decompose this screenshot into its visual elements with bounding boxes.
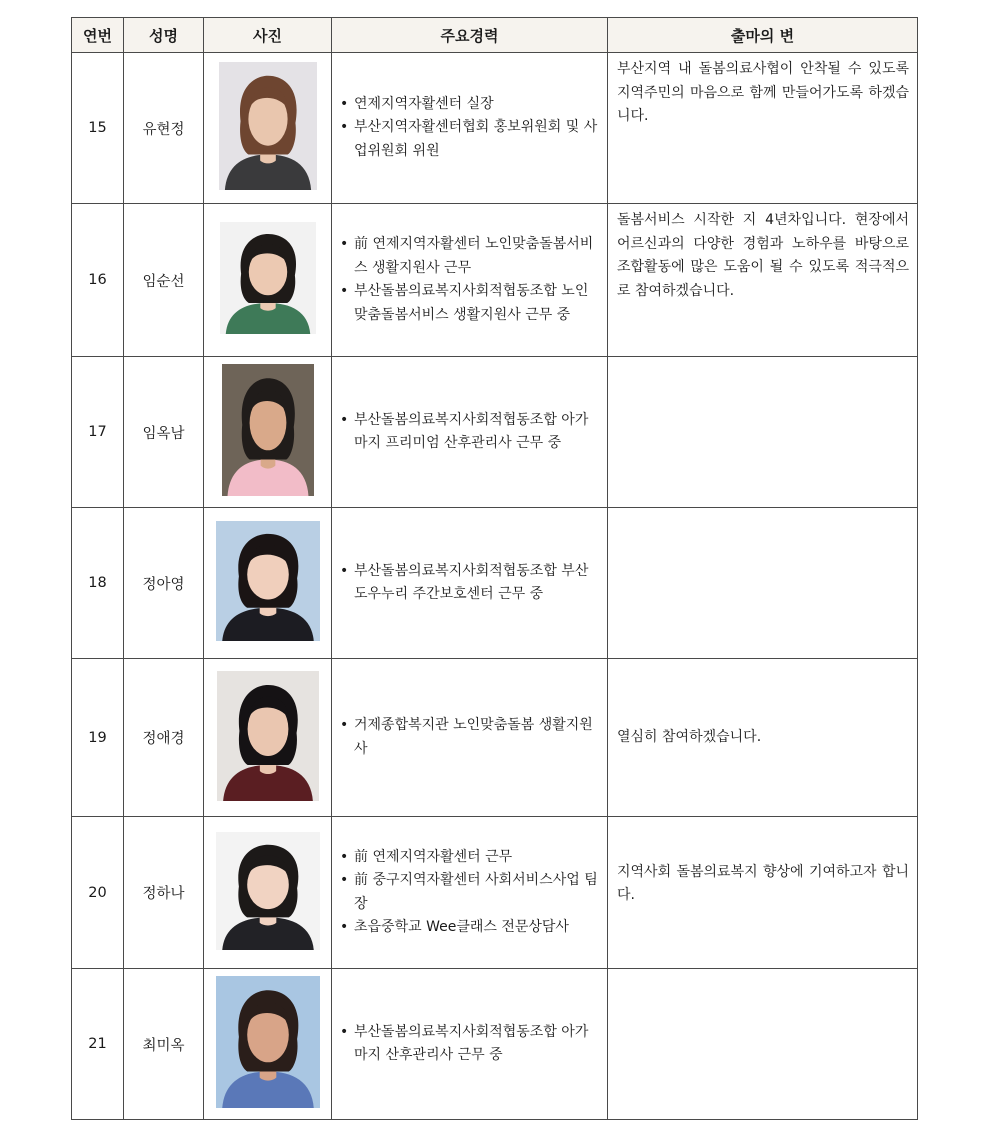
header-row	[72, 18, 918, 53]
header-career: 주요경력	[332, 18, 608, 53]
candidate-name: 유현정	[124, 53, 204, 204]
candidate-row	[72, 204, 918, 357]
career-list	[338, 1021, 601, 1068]
career-list	[338, 409, 601, 456]
header-photo: 사진	[204, 18, 332, 53]
career-item: • 부산돌봄의료복지사회적협동조합 노인맞춤돌봄서비스 생활지원사 근무 중	[338, 280, 601, 327]
candidate-photo	[217, 671, 319, 801]
candidate-name: 최미옥	[124, 969, 204, 1120]
career-item: • 前 중구지역자활센터 사회서비스사업 팀장	[338, 869, 601, 916]
career-list	[338, 560, 601, 607]
career-item: • 부산돌봄의료복지사회적협동조합 부산도우누리 주간보호센터 근무 중	[338, 560, 601, 607]
career-item: • 거제종합복지관 노인맞춤돌봄 생활지원사	[338, 714, 601, 761]
career-item: • 부산돌봄의료복지사회적협동조합 아가마지 프리미엄 산후관리사 근무 중	[338, 409, 601, 456]
candidate-name: 임옥남	[124, 357, 204, 508]
career-cell	[332, 817, 608, 969]
career-cell	[332, 508, 608, 659]
candidate-photo-cell	[204, 53, 332, 204]
candidate-number: 15	[72, 53, 124, 204]
candidate-number: 17	[72, 357, 124, 508]
pledge-text: 돌봄서비스 시작한 지 4년차입니다. 현장에서 어르신과의 다양한 경험과 노하우를 바탕으로 조합활동에 많은 도움이 될 수 있도록 적극적으로 참여하겠습니다.	[608, 204, 918, 357]
candidate-name: 정아영	[124, 508, 204, 659]
career-cell	[332, 357, 608, 508]
candidate-photo	[220, 222, 316, 334]
career-cell	[332, 204, 608, 357]
candidate-photo-cell	[204, 659, 332, 817]
candidate-photo	[216, 832, 320, 950]
career-list	[338, 233, 601, 327]
pledge-text: 부산지역 내 돌봄의료사협이 안착될 수 있도록 지역주민의 마음으로 함께 만들어가도록 하겠습니다.	[608, 53, 918, 204]
candidate-number: 21	[72, 969, 124, 1120]
candidate-photo-cell	[204, 969, 332, 1120]
candidate-photo-cell	[204, 357, 332, 508]
candidate-row	[72, 508, 918, 659]
candidate-photo-cell	[204, 204, 332, 357]
pledge-text	[608, 969, 918, 1120]
pledge-text	[608, 357, 918, 508]
header-num: 연번	[72, 18, 124, 53]
pledge-text	[608, 508, 918, 659]
career-item: • 초읍중학교 Wee클래스 전문상담사	[338, 916, 601, 940]
candidate-name: 정애경	[124, 659, 204, 817]
career-item: • 前 연제지역자활센터 근무	[338, 846, 601, 870]
candidate-number: 18	[72, 508, 124, 659]
candidate-name: 정하나	[124, 817, 204, 969]
career-item: • 前 연제지역자활센터 노인맞춤돌봄서비스 생활지원사 근무	[338, 233, 601, 280]
candidate-number: 20	[72, 817, 124, 969]
candidate-row	[72, 659, 918, 817]
candidate-row	[72, 53, 918, 204]
candidate-name: 임순선	[124, 204, 204, 357]
candidate-photo	[222, 364, 314, 496]
career-item: • 부산지역자활센터협회 홍보위원회 및 사업위원회 위원	[338, 116, 601, 163]
candidate-row	[72, 817, 918, 969]
candidate-photo	[219, 62, 317, 190]
career-list	[338, 846, 601, 940]
candidate-number: 16	[72, 204, 124, 357]
pledge-text: 지역사회 돌봄의료복지 향상에 기여하고자 합니다.	[608, 817, 918, 969]
candidate-row	[72, 969, 918, 1120]
candidate-number: 19	[72, 659, 124, 817]
career-item: • 부산돌봄의료복지사회적협동조합 아가마지 산후관리사 근무 중	[338, 1021, 601, 1068]
candidate-photo-cell	[204, 508, 332, 659]
career-cell	[332, 659, 608, 817]
candidate-photo	[216, 976, 320, 1108]
career-cell	[332, 53, 608, 204]
career-item: • 연제지역자활센터 실장	[338, 93, 601, 117]
candidate-table	[71, 17, 918, 1120]
career-list	[338, 93, 601, 164]
career-cell	[332, 969, 608, 1120]
header-name: 성명	[124, 18, 204, 53]
pledge-text: 열심히 참여하겠습니다.	[608, 659, 918, 817]
header-pledge: 출마의 변	[608, 18, 918, 53]
candidate-row	[72, 357, 918, 508]
candidate-photo	[216, 521, 320, 641]
candidate-photo-cell	[204, 817, 332, 969]
career-list	[338, 714, 601, 761]
